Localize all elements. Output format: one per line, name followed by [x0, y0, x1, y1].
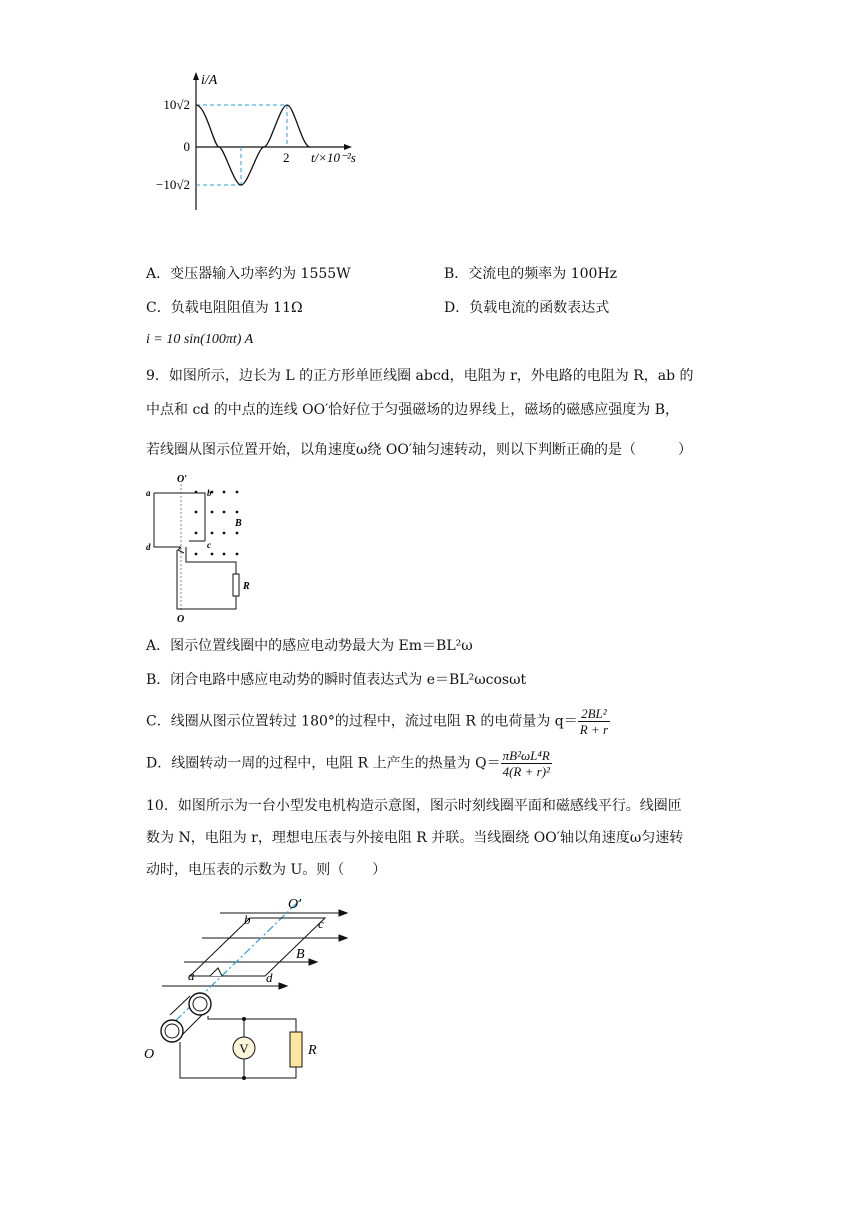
q8-option-c[interactable]: C．负载电阻阻值为 11Ω [146, 300, 303, 316]
q9-label-r: R [243, 581, 250, 592]
q9-option-d-fraction: $\frac{\text{πB²ωL⁴R}}{\text{4(R + r)²}}$ [502, 748, 550, 779]
q10-label-r: R [308, 1043, 317, 1058]
q9-option-d[interactable] [146, 748, 552, 784]
q10-label-o-prime: O′ [288, 897, 302, 912]
q8-option-a[interactable]: A．变压器输入功率约为 1555W [146, 266, 351, 282]
q9-option-c-text: C．线圈从图示位置转过 180°的过程中，流过电阻 R 的电荷量为 q＝ [146, 713, 578, 730]
q10-label-d: d [266, 970, 273, 985]
q10-label-o: O [144, 1047, 155, 1062]
y-tick-top: 10√2 [163, 97, 190, 112]
x-axis-label: t/×10⁻²s [311, 150, 356, 165]
q9-option-a[interactable]: A．图示位置线圈中的感应电动势最大为 Em＝BL²ω [146, 638, 473, 654]
q8-option-d[interactable]: D．负载电流的函数表达式 [444, 300, 610, 316]
q10-label-c: c [318, 916, 324, 931]
q9-option-b[interactable]: B．闭合电路中感应电动势的瞬时值表达式为 e＝BL²ωcosωt [146, 672, 527, 688]
q9-stem-line-1: 9．如图所示，边长为 L 的正方形单匝线圈 abcd，电阻为 r，外电路的电阻为 R，ab 的 [146, 368, 694, 384]
current-curve [196, 105, 310, 185]
q9-stem-line-2: 中点和 cd 的中点的连线 OO′恰好位于匀强磁场的边界线上，磁场的磁感应强度为 B， [146, 402, 680, 418]
q9-label-d: d [146, 542, 151, 552]
q10-stem-line-2: 数为 N，电阻为 r，理想电压表与外接电阻 R 并联。当线圈绕 OO′轴以角速度ω匀速转 [146, 830, 684, 846]
q9-label-o: O [177, 614, 185, 625]
q10-stem-line-3: 动时，电压表的示数为 U。则（ ） [146, 862, 387, 878]
y-tick-zero: 0 [183, 139, 190, 154]
q9-label-b: b [207, 488, 212, 498]
x-tick-2: 2 [283, 150, 290, 165]
q8-option-b[interactable]: B．交流电的频率为 100Hz [444, 266, 618, 282]
q10-generator-figure [140, 892, 370, 1092]
q10-label-b-field: B [296, 947, 305, 962]
q9-option-c[interactable] [146, 706, 610, 742]
q9-label-o-prime: O′ [177, 474, 188, 485]
current-time-graph [140, 70, 380, 220]
q8-option-d-formula: i = 10 sin(100πt) A [146, 332, 254, 347]
q9-label-b-field: B [235, 518, 242, 529]
q9-label-c: c [207, 540, 211, 550]
y-tick-bottom: −10√2 [156, 177, 190, 192]
y-axis-label: i/A [201, 73, 218, 88]
q9-option-c-fraction: $\frac{\text{2BL²}}{R + r}$ [579, 706, 609, 737]
q10-label-v: V [239, 1041, 249, 1056]
q10-label-a: a [188, 968, 195, 983]
q9-coil-figure [140, 470, 260, 630]
q10-stem-line-1: 10．如图所示为一台小型发电机构造示意图，图示时刻线圈平面和磁感线平行。线圈匝 [146, 798, 682, 814]
q10-label-b: b [244, 912, 251, 927]
q9-label-a: a [146, 488, 151, 498]
q9-option-d-text: D．线圈转动一周的过程中，电阻 R 上产生的热量为 Q＝ [146, 755, 501, 772]
q9-stem-line-3: 若线圈从图示位置开始，以角速度ω绕 OO′轴匀速转动，则以下判断正确的是（ ） [146, 442, 692, 458]
